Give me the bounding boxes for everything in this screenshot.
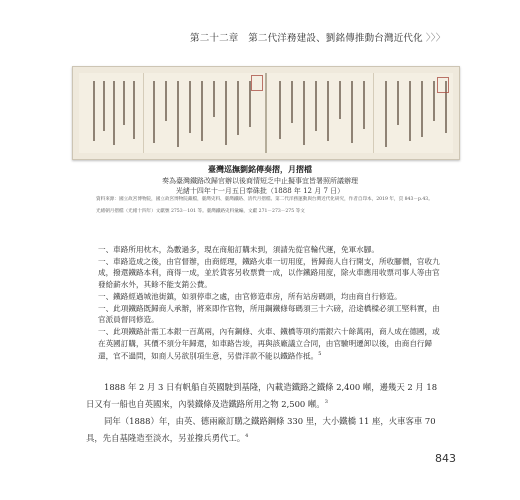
running-header: [190, 30, 490, 46]
manuscript-column: [315, 81, 317, 131]
list-item: [86, 244, 444, 255]
manuscript-column: [93, 81, 95, 141]
paragraph-text: 同年（1888）年，由英、德兩廠訂購之鐵路鋼條 330 里，大小鐵橋 11 座，火車客車 70 具，先自基隆造至淡水，另並撥兵勇代工。: [86, 415, 436, 443]
manuscript-right-leaf: [267, 73, 453, 153]
manuscript-column: [113, 81, 115, 145]
regulation-list: [86, 244, 444, 363]
seal-stamp-icon: [437, 77, 449, 93]
page-number: 843: [435, 452, 456, 465]
body-text: [86, 380, 444, 448]
item-text: 一、鐵路經過城池街鎮，如須停車之處，由官修造車房，所有站房碼頭，均由商自行修造。: [98, 291, 402, 301]
footnote-ref[interactable]: 4: [245, 432, 249, 439]
manuscript-column: [385, 81, 387, 147]
item-text: 一、車路造成之後，由官督辦，由商經理，鐵路火車一切用度，皆歸商人自行開支，所收腳價，官收九成，撥還鐵路本利，商得一成，並於貨客另收票費一成，以作鐵路用度，除火車應用收票司事人等由官發給薪水外，其餘不能支銷公費。: [98, 257, 440, 289]
manuscript-column: [165, 81, 167, 121]
item-text: 一、此項鐵路計需工本銀一百萬兩，內有鋼條、火車、鐵橋等項約需銀六十餘萬兩，商人成在德國，或在英國訂購，其價不須分年歸還，如車路告竣，再與該廠議立合同，由官驗明遷卸以後，由商自行歸還，官不過問，如商人另欲別項生意，另借洋款不能以鐵路作抵。: [98, 327, 440, 361]
paragraph-text: 1888 年 2 月 3 日有帆船自英國駛到基隆，內載造鐵路之鐵條 2,400 噸，邊幾天 2 月 18 日又有一船也自英國來，內裝鐵條及造鐵路所用之物 2,500 噸。: [86, 382, 438, 409]
manuscript-column: [303, 81, 305, 145]
manuscript-column: [433, 81, 435, 121]
manuscript-column: [327, 81, 329, 141]
manuscript-column: [213, 81, 215, 117]
manuscript-photo: [72, 66, 460, 160]
manuscript-column: [225, 81, 227, 145]
manuscript-column: [177, 81, 179, 147]
manuscript-column: [409, 81, 411, 141]
item-text: 一、此項鐵路既歸商人承辦，將來即作官物，所用鋼鐵條每碼須三十六磅，沿途橋樑必須工堅料實，由官派員督同修造。: [98, 304, 440, 325]
manuscript-rule: [373, 73, 374, 153]
manuscript-column: [133, 81, 135, 139]
figure-caption-title: 臺灣巡撫劉銘傳奏摺，月摺檔: [208, 165, 312, 174]
manuscript-column: [351, 81, 353, 143]
seal-stamp-icon: [251, 75, 263, 91]
paragraph: [86, 414, 444, 445]
manuscript-column: [397, 81, 399, 125]
manuscript-column: [123, 81, 125, 125]
manuscript-rule: [143, 73, 144, 153]
footnote-ref[interactable]: 3: [324, 398, 328, 405]
manuscript-fold: [265, 73, 267, 153]
manuscript-column: [291, 81, 293, 123]
list-item: [86, 291, 444, 302]
footnote-ref[interactable]: 5: [318, 350, 322, 357]
figure-caption-line: 奏為臺灣鐵路改歸官辦以後商情短乏中止擬事宜皆署照所議辦理: [162, 177, 358, 185]
figure-source-note: 資料來源：國立故宮博物院，國立故宮博物院藏檔，臺灣史料、臺灣鐵路、清代月摺檔、第二代洋務運動與台灣近代化研究，作者自印本，2019 年，頁 843－p.43。: [96, 197, 433, 202]
manuscript-column: [201, 81, 203, 141]
manuscript-column: [363, 81, 365, 129]
manuscript-column: [421, 81, 423, 137]
chevron-right-icon: 〉〉〉: [425, 33, 446, 44]
manuscript-column: [103, 81, 105, 131]
list-item: [86, 256, 444, 290]
figure-caption-line: 光緒十四年十一月五日奉硃批（1888 年 12 月 7 日）: [175, 187, 345, 195]
manuscript-column: [339, 81, 341, 119]
figure-source-note: 光緒朝月摺檔（光緒十四年）文獻號 2753－101 等。臺灣鐵路史料彙編，文獻 271－273－275 等文: [96, 209, 305, 214]
manuscript-column: [279, 81, 281, 139]
item-text: 一、車路所用枕木，為數過多，現在商船訂購未到，須請先從官輪代運，免軍水腳。: [98, 245, 379, 254]
manuscript-column: [153, 81, 155, 143]
manuscript-column: [237, 81, 239, 135]
running-header-text: 第二十二章 第二代洋務建設、劉銘傳推動台灣近代化: [190, 33, 423, 44]
list-item: [86, 326, 444, 361]
list-item: [86, 303, 444, 325]
manuscript-column: [189, 81, 191, 133]
paragraph: [86, 380, 444, 411]
